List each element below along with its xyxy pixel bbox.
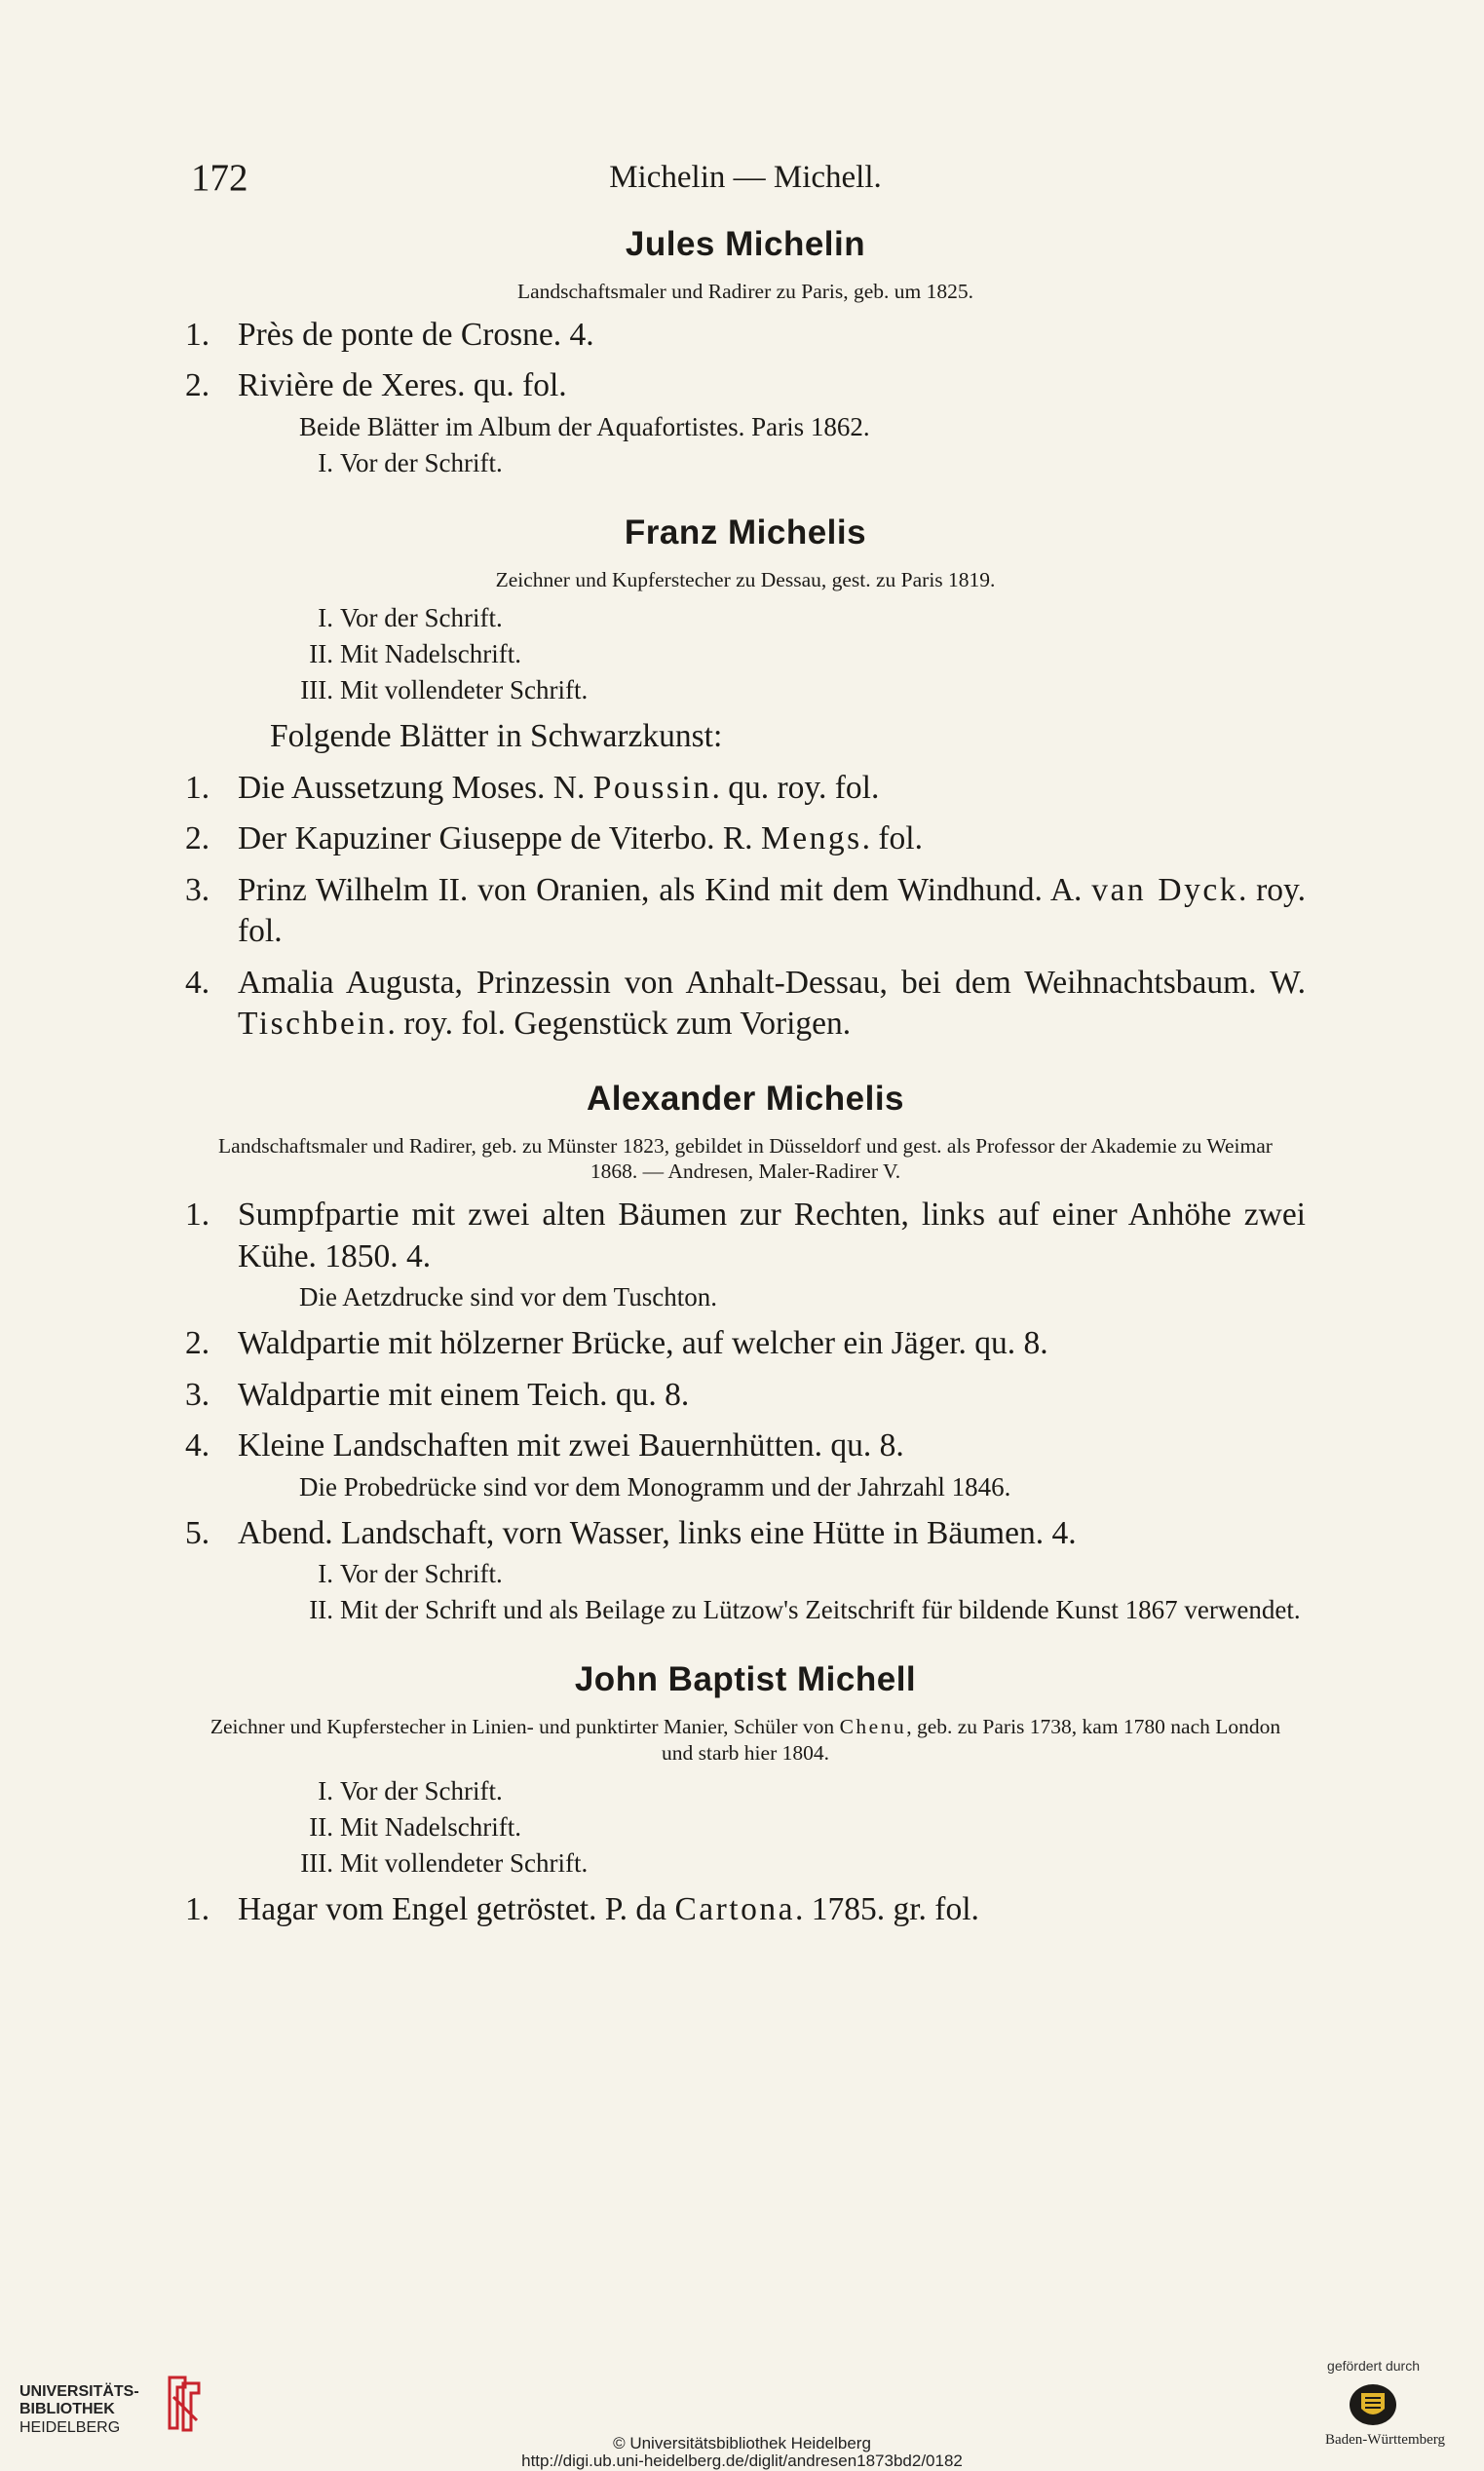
entry-number: 1.: [185, 1197, 210, 1234]
entry-number: 5.: [185, 1514, 210, 1551]
library-line: UNIVERSITÄTS-: [19, 2383, 139, 2400]
state-numeral: II.: [309, 639, 333, 669]
state-text: Vor der Schrift.: [340, 603, 503, 633]
section-jules-michelin: [185, 224, 1306, 479]
artist-name: Alexander Michelis: [586, 1079, 905, 1118]
catalog-entry: [185, 315, 1306, 357]
entry-text-tail: . qu. roy. fol.: [711, 769, 880, 806]
entry-text: Waldpartie mit hölzerner Brücke, auf welcher ein Jäger. qu. 8.: [238, 1325, 1048, 1362]
entry-text: Der Kapuziner Giuseppe de Viterbo. R.: [238, 820, 761, 857]
library-line: HEIDELBERG: [19, 2418, 121, 2436]
state-coat-of-arms-icon: [1348, 2381, 1398, 2428]
state-numeral: I.: [318, 1776, 333, 1806]
entry-text-tail: . fol.: [861, 820, 923, 857]
entry-text-tail: . 1785. gr. fol.: [794, 1891, 979, 1928]
state-text: Vor der Schrift.: [340, 1776, 503, 1806]
catalog-entry: [185, 768, 1306, 810]
entry-artist: Poussin: [592, 769, 712, 806]
artist-name: Jules Michelin: [625, 225, 866, 263]
bio-artist: Chenu: [839, 1715, 907, 1739]
library-line: BIBLIOTHEK: [19, 2401, 115, 2418]
page-header: [185, 156, 1306, 205]
state-numeral: II.: [309, 1812, 333, 1843]
section-john-baptist-michell: [185, 1659, 1306, 1931]
entry-text: Kleine Landschaften mit zwei Bauernhütten. qu. 8.: [238, 1427, 904, 1464]
state-text: Vor der Schrift.: [340, 447, 503, 477]
sponsor-name: Baden-Württemberg: [1324, 2432, 1445, 2448]
entry-text: Waldpartie mit einem Teich. qu. 8.: [238, 1376, 690, 1413]
entry-number: 4.: [185, 1427, 210, 1464]
entry-number: 2.: [185, 367, 210, 404]
section-alexander-michelis: [185, 1079, 1306, 1626]
print-state: [185, 1775, 1306, 1807]
entry-note: Die Probedrücke sind vor dem Monogramm und der Jahrzahl 1846.: [299, 1471, 1011, 1502]
catalog-entry: [185, 1889, 1306, 1931]
page-number: 172: [191, 157, 248, 199]
artist-name: Franz Michelis: [624, 513, 867, 551]
entry-text: Près de ponte de Crosne. 4.: [238, 316, 594, 353]
entry-number: 3.: [185, 871, 210, 908]
page-footer: [0, 2338, 1484, 2470]
entry-text-tail: . roy. fol.: [238, 871, 1307, 950]
catalog-entry: [185, 365, 1306, 407]
entry-text: Prinz Wilhelm II. von Oranien, als Kind mit dem Windhund. A.: [238, 871, 1092, 908]
entry-text: Die Aussetzung Moses. N.: [238, 769, 593, 806]
bio-text-tail: , geb. zu Paris 1738, kam 1780 nach London und starb hier 1804.: [662, 1715, 1281, 1765]
artist-bio: [205, 1714, 1286, 1766]
catalog-entry: [185, 1375, 1306, 1417]
catalog-entry: [185, 870, 1306, 953]
catalog-entry: [185, 1195, 1306, 1277]
catalog-entry: [185, 963, 1306, 1045]
state-text: Mit vollendeter Schrift.: [340, 1848, 589, 1879]
entry-number: 1.: [185, 316, 210, 353]
state-numeral: II.: [309, 1595, 333, 1625]
library-name: [19, 2383, 139, 2437]
section-intro: Folgende Blätter in Schwarzkunst:: [270, 718, 723, 755]
print-state: [185, 638, 1306, 670]
copyright-notice: © Universitätsbibliothek Heidelberg: [613, 2434, 871, 2452]
entry-number: 4.: [185, 964, 210, 1001]
print-state: [185, 1811, 1306, 1844]
state-text: Vor der Schrift.: [340, 1559, 503, 1589]
state-text: Mit vollendeter Schrift.: [340, 675, 589, 705]
print-state: [185, 1558, 1306, 1590]
entry-text-tail: . roy. fol. Gegenstück zum Vorigen.: [387, 1006, 852, 1043]
print-state: [185, 1847, 1306, 1880]
running-title: Michelin — Michell.: [609, 160, 882, 195]
print-state: [185, 1594, 1306, 1626]
state-numeral: I.: [318, 1559, 333, 1589]
state-text: Mit der Schrift und als Beilage zu Lützow's Zeitschrift für bildende Kunst 1867 verwendet.: [340, 1595, 1301, 1625]
catalog-entry: [185, 818, 1306, 860]
entry-number: 1.: [185, 1891, 210, 1928]
catalog-entry: [185, 1513, 1306, 1555]
entry-note: Beide Blätter im Album der Aquafortistes. Paris 1862.: [299, 411, 870, 441]
entry-artist: van Dyck: [1091, 871, 1238, 908]
artist-name: John Baptist Michell: [574, 1660, 917, 1699]
state-text: Mit Nadelschrift.: [340, 1812, 521, 1843]
entry-text: Hagar vom Engel getröstet. P. da: [238, 1891, 675, 1928]
catalog-entry: [185, 1426, 1306, 1467]
bio-text: Zeichner und Kupferstecher in Linien- und punktirter Manier, Schüler von: [209, 1715, 840, 1739]
section-franz-michelis: [185, 513, 1306, 1045]
print-state: [185, 602, 1306, 634]
page-content: [185, 224, 1306, 1931]
state-text: Mit Nadelschrift.: [340, 639, 521, 669]
entry-text: Amalia Augusta, Prinzessin von Anhalt-Dessau, bei dem Weihnachtsbaum. W.: [238, 964, 1306, 1001]
entry-text: Abend. Landschaft, vorn Wasser, links eine Hütte in Bäumen. 4.: [238, 1514, 1077, 1551]
state-numeral: III.: [300, 1848, 333, 1879]
entry-artist: Cartona: [674, 1891, 795, 1928]
print-state: [185, 447, 1306, 479]
entry-artist: Tischbein: [238, 1006, 388, 1043]
entry-artist: Mengs: [760, 820, 862, 857]
print-state: [185, 674, 1306, 706]
state-numeral: I.: [318, 603, 333, 633]
artist-bio: Landschaftsmaler und Radirer zu Paris, geb. um 1825.: [516, 280, 974, 303]
sponsor-label: gefördert durch: [1327, 2358, 1420, 2374]
artist-bio: Landschaftsmaler und Radirer, geb. zu Münster 1823, gebildet in Düsseldorf und gest. als Professor der Akademie zu Weimar 1868. — Andresen, Maler-Radirer V.: [218, 1133, 1273, 1184]
artist-bio: Zeichner und Kupferstecher zu Dessau, gest. zu Paris 1819.: [495, 567, 996, 591]
state-numeral: III.: [300, 675, 333, 705]
entry-text: Rivière de Xeres. qu. fol.: [238, 367, 567, 404]
catalog-entry: [185, 1323, 1306, 1365]
entry-number: 1.: [185, 769, 210, 806]
entry-number: 2.: [185, 1325, 210, 1362]
source-url[interactable]: http://digi.ub.uni-heidelberg.de/diglit/andresen1873bd2/0182: [521, 2452, 963, 2470]
entry-number: 3.: [185, 1376, 210, 1413]
entry-note: Die Aetzdrucke sind vor dem Tuschton.: [299, 1282, 717, 1312]
state-numeral: I.: [318, 447, 333, 477]
entry-number: 2.: [185, 820, 210, 857]
entry-text: Sumpfpartie mit zwei alten Bäumen zur Rechten, links auf einer Anhöhe zwei Kühe. 1850. 4.: [238, 1197, 1306, 1274]
library-emblem-icon: [164, 2374, 205, 2432]
